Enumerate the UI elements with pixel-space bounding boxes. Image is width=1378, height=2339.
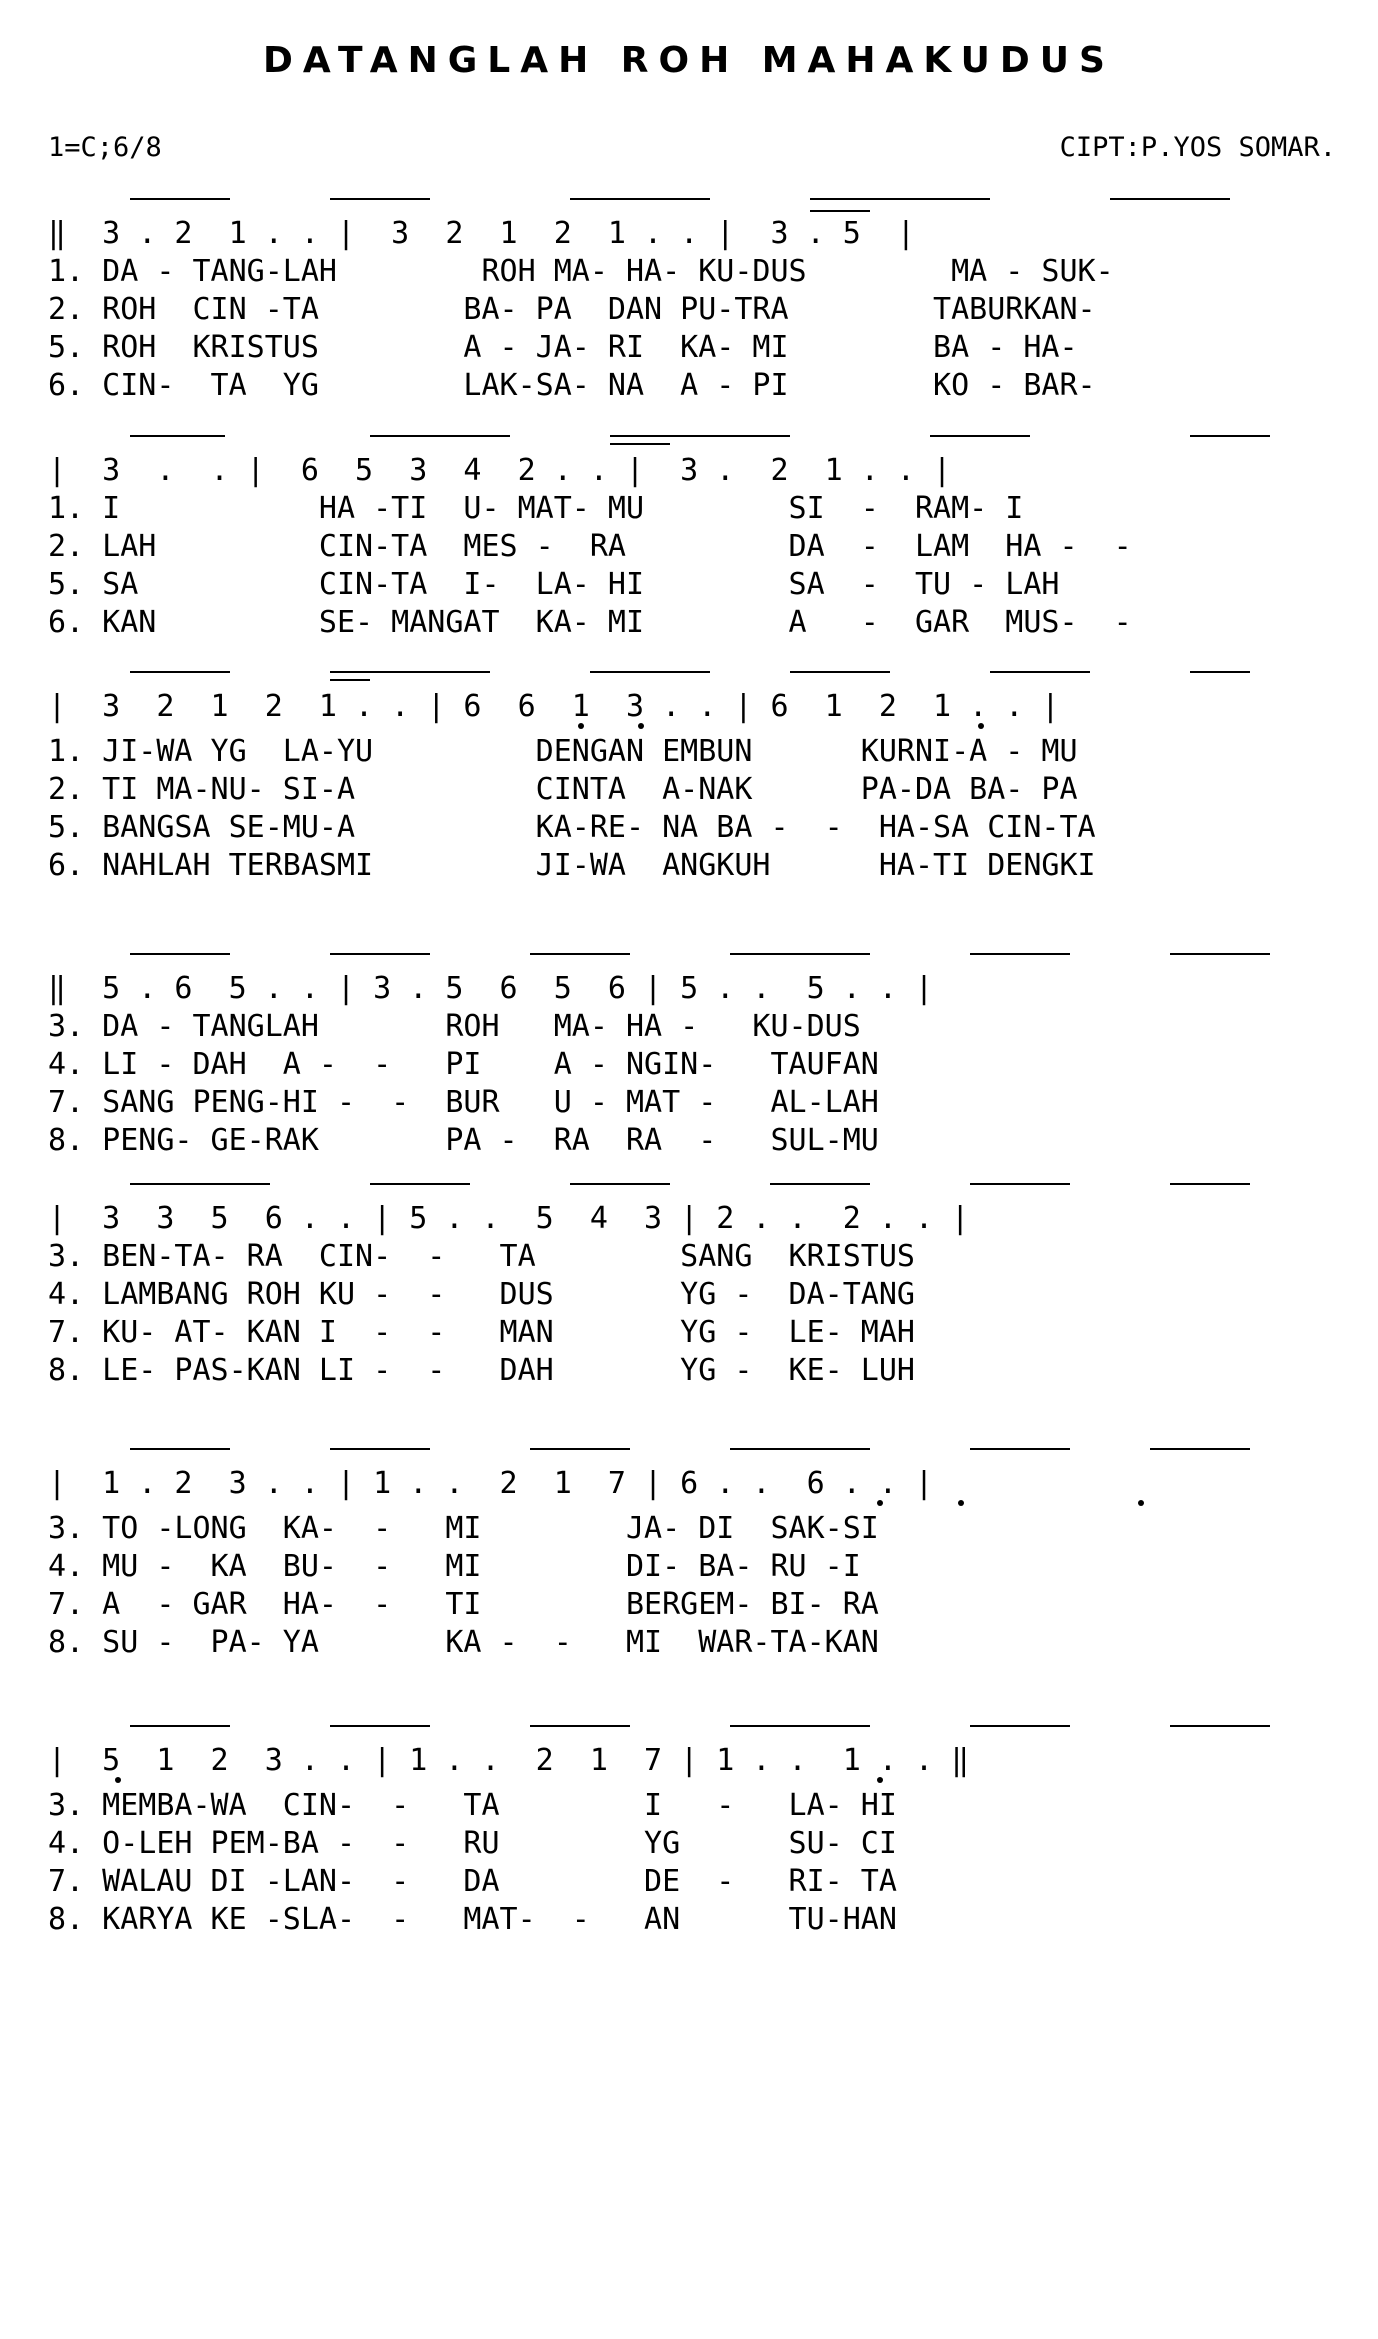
song-title: DATANGLAH ROH MAHAKUDUS — [263, 40, 1115, 81]
beam — [130, 198, 230, 200]
lyric-verse-5: 5. SA CIN-TA I- LA- HI SA - TU - LAH — [48, 567, 1060, 602]
beam — [970, 1183, 1070, 1185]
beam — [370, 1183, 470, 1185]
lyric-verse-8: 8. LE- PAS-KAN LI - - DAH YG - KE- LUH — [48, 1353, 915, 1388]
beam — [130, 435, 225, 437]
lyric-verse-6: 6. NAHLAH TERBASMI JI-WA ANGKUH HA-TI DENGKI — [48, 848, 1096, 883]
lyric-verse-7: 7. KU- AT- KAN I - - MAN YG - LE- MAH — [48, 1315, 915, 1350]
lyric-verse-2: 2. TI MA-NU- SI-A CINTA A-NAK PA-DA BA- PA — [48, 772, 1078, 807]
beam — [330, 953, 430, 955]
beam — [810, 210, 870, 212]
lyric-verse-4: 4. O-LEH PEM-BA - - RU YG SU- CI — [48, 1826, 897, 1861]
beam — [330, 1448, 430, 1450]
beam — [610, 435, 790, 437]
beam — [970, 1448, 1070, 1450]
beam — [590, 671, 710, 673]
beam — [970, 953, 1070, 955]
lyric-verse-5: 5. ROH KRISTUS A - JA- RI KA- MI BA - HA- — [48, 330, 1078, 365]
lyric-verse-3: 3. MEMBA-WA CIN- - TA I - LA- HI — [48, 1788, 897, 1823]
notes-line: ‖ 5 . 6 5 . . | 3 . 5 6 5 6 | 5 . . 5 . . | — [48, 971, 934, 1006]
lyric-verse-4: 4. MU - KA BU- - MI DI- BA- RU -I — [48, 1549, 861, 1584]
lyric-verse-7: 7. SANG PENG-HI - - BUR U - MAT - AL-LAH — [48, 1085, 879, 1120]
beam — [130, 953, 230, 955]
beam — [730, 953, 870, 955]
lyric-verse-5: 5. BANGSA SE-MU-A KA-RE- NA BA - - HA-SA CIN-TA — [48, 810, 1096, 845]
lyric-verse-1: 1. I HA -TI U- MAT- MU SI - RAM- I — [48, 491, 1024, 526]
lyric-verse-1: 1. JI-WA YG LA-YU DENGAN EMBUN KURNI-A - MU — [48, 734, 1078, 769]
lyric-verse-8: 8. KARYA KE -SLA- - MAT- - AN TU-HAN — [48, 1902, 897, 1937]
notes-line: | 3 . . | 6 5 3 4 2 . . | 3 . 2 1 . . | — [48, 453, 952, 488]
beam — [790, 671, 890, 673]
beam — [330, 671, 490, 673]
beam — [1190, 435, 1270, 437]
beam — [130, 1448, 230, 1450]
beam — [570, 1183, 670, 1185]
beam — [130, 671, 230, 673]
notes-line: | 3 2 1 2 1 . . | 6 6 1 3 . . | 6 1 2 1 . . | — [48, 689, 1060, 724]
beam — [530, 953, 630, 955]
beam — [770, 1183, 870, 1185]
composer-credit: CIPT:P.YOS SOMAR. — [1059, 132, 1336, 163]
notes-line: ‖ 3 . 2 1 . . | 3 2 1 2 1 . . | 3 . 5 | — [48, 216, 915, 251]
lyric-verse-2: 2. ROH CIN -TA BA- PA DAN PU-TRA TABURKAN- — [48, 292, 1096, 327]
beam — [1150, 1448, 1250, 1450]
beam — [1170, 1183, 1250, 1185]
beam — [1170, 1725, 1270, 1727]
beam — [610, 443, 670, 445]
notes-line: | 3 3 5 6 . . | 5 . . 5 4 3 | 2 . . 2 . . | — [48, 1201, 970, 1236]
octave-dot — [1138, 1500, 1144, 1506]
key-signature: 1=C;6/8 — [48, 132, 162, 163]
octave-dot — [958, 1500, 964, 1506]
beam — [130, 1725, 230, 1727]
beam — [530, 1725, 630, 1727]
beam — [1110, 198, 1230, 200]
beam — [370, 435, 510, 437]
lyric-verse-7: 7. WALAU DI -LAN- - DA DE - RI- TA — [48, 1864, 897, 1899]
notes-line: | 5 1 2 3 . . | 1 . . 2 1 7 | 1 . . 1 . . ‖ — [48, 1743, 970, 1778]
beam — [930, 435, 1030, 437]
lyric-verse-7: 7. A - GAR HA- - TI BERGEM- BI- RA — [48, 1587, 879, 1622]
beam — [990, 671, 1090, 673]
beam — [970, 1725, 1070, 1727]
beam — [130, 1183, 270, 1185]
beam — [730, 1725, 870, 1727]
notes-line: | 1 . 2 3 . . | 1 . . 2 1 7 | 6 . . 6 . . | — [48, 1466, 934, 1501]
lyric-verse-1: 1. DA - TANG-LAH ROH MA- HA- KU-DUS MA - SUK- — [48, 254, 1114, 289]
beam — [1170, 953, 1270, 955]
lyric-verse-8: 8. SU - PA- YA KA - - MI WAR-TA-KAN — [48, 1625, 879, 1660]
lyric-verse-2: 2. LAH CIN-TA MES - RA DA - LAM HA - - — [48, 529, 1132, 564]
lyric-verse-4: 4. LAMBANG ROH KU - - DUS YG - DA-TANG — [48, 1277, 915, 1312]
beam — [530, 1448, 630, 1450]
lyric-verse-4: 4. LI - DAH A - - PI A - NGIN- TAUFAN — [48, 1047, 879, 1082]
beam — [570, 198, 710, 200]
beam — [810, 198, 990, 200]
beam — [1190, 671, 1250, 673]
lyric-verse-6: 6. CIN- TA YG LAK-SA- NA A - PI KO - BAR- — [48, 368, 1096, 403]
beam — [330, 1725, 430, 1727]
lyric-verse-3: 3. TO -LONG KA- - MI JA- DI SAK-SI — [48, 1511, 879, 1546]
lyric-verse-8: 8. PENG- GE-RAK PA - RA RA - SUL-MU — [48, 1123, 879, 1158]
beam — [330, 198, 430, 200]
lyric-verse-6: 6. KAN SE- MANGAT KA- MI A - GAR MUS- - — [48, 605, 1132, 640]
beam — [330, 679, 370, 681]
lyric-verse-3: 3. DA - TANGLAH ROH MA- HA - KU-DUS — [48, 1009, 861, 1044]
lyric-verse-3: 3. BEN-TA- RA CIN- - TA SANG KRISTUS — [48, 1239, 915, 1274]
beam — [730, 1448, 870, 1450]
